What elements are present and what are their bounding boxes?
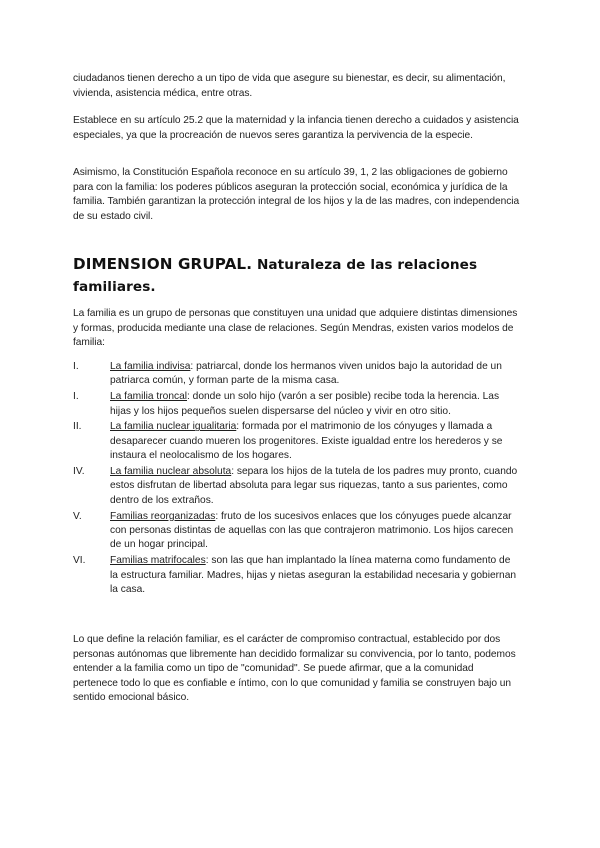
list-item-term: La familia troncal	[110, 391, 188, 403]
paragraph-article-25: Establece en su artículo 25.2 que la maternidad y la infancia tienen derecho a cuidados y asistencia especiales, ya que la procreación de nuevos seres garantiza la pervivencia de la especie.	[73, 115, 519, 141]
list-item-text: : formada por el matrimonio de los cónyuges y llamada a desaparecer cuando mueren los progenitores. Existe igualdad entre los herederos y se instaura el neolocalismo de los hogares.	[110, 421, 503, 462]
list-item	[73, 465, 521, 508]
list-item	[73, 360, 521, 389]
paragraph-article-39: Asimismo, la Constitución Española reconoce en su artículo 39, 1, 2 las obligaciones de gobierno para con la familia: los poderes públicos aseguran la protección social, económica y jurídica de la familia. También garantizan la protección integral de los hijos y la de las madres, con independencia de su estado civil.	[73, 167, 520, 222]
family-models-list	[73, 360, 521, 599]
list-item-term: La familia nuclear absoluta	[110, 466, 232, 478]
list-item	[73, 510, 521, 553]
list-item-text: : fruto de los sucesivos enlaces que los cónyuges puede alcanzar con personas distintas de aquellas con las que contrajeron matrimonio. Los hijos carecen de un hogar principal.	[110, 510, 514, 551]
section-heading-lead: DIMENSION GRUPAL.	[73, 255, 253, 273]
section-heading-rest: Naturaleza de las relaciones familiares.	[73, 257, 478, 295]
list-item-term: Familias matrifocales	[110, 555, 206, 567]
paragraph-conclusion: Lo que define la relación familiar, es el carácter de compromiso contractual, establecido por dos personas autónomas que libremente han decidido formalizar su convivencia, por lo tanto, podemos entender a la familia como un tipo de "comunidad". Se puede afirmar, que a la comunidad pertenece todo lo que es confiable e íntimo, con lo que comunidad y familia se construyen bajo un sentido emocional básico.	[73, 634, 516, 704]
list-item-text: : donde un solo hijo (varón a ser posible) recibe toda la herencia. Las hijas y los hijos pequeños suelen dispersarse del núcleo y vivir en otro sitio.	[110, 391, 500, 417]
list-item-number: VI.	[73, 555, 86, 567]
list-item-term: La familia nuclear igualitaria	[110, 421, 237, 433]
list-item-number: V.	[73, 510, 82, 522]
list-item	[73, 420, 521, 463]
list-item	[73, 390, 521, 419]
list-item-term: Familias reorganizadas	[110, 510, 216, 522]
list-item-text: : separa los hijos de la tutela de los padres muy pronto, cuando estos disfrutan de libertad absoluta para legar sus riquezas, tanto a sus parientes, como dentro de los extraños.	[110, 466, 518, 506]
list-item-number: IV.	[73, 466, 85, 478]
list-item-number: II.	[73, 421, 82, 433]
list-item-term: La familia indivisa	[110, 361, 191, 372]
list-item-text: : son las que han implantado la línea materna como fundamento de la estructura familiar. Madres, hijas y nietas aseguran la estabilidad necesaria y gobiernan la casa.	[110, 555, 517, 596]
paragraph-definition: La familia es un grupo de personas que constituyen una unidad que adquiere distintas dimensiones y formas, producida mediante una clase de relaciones. Según Mendras, existen varios modelos de familia:	[73, 308, 518, 349]
list-item-number: I.	[73, 361, 79, 372]
list-item-text: : patriarcal, donde los hermanos viven unidos bajo la autoridad de un patriarca común, y forman parte de la misma casa.	[110, 361, 502, 387]
paragraph-intro: ciudadanos tienen derecho a un tipo de vida que asegure su bienestar, es decir, su alimentación, vivienda, asistencia médica, entre otras.	[73, 73, 506, 99]
list-item-number: I.	[73, 391, 79, 403]
section-heading	[73, 253, 503, 298]
list-item	[73, 554, 521, 597]
